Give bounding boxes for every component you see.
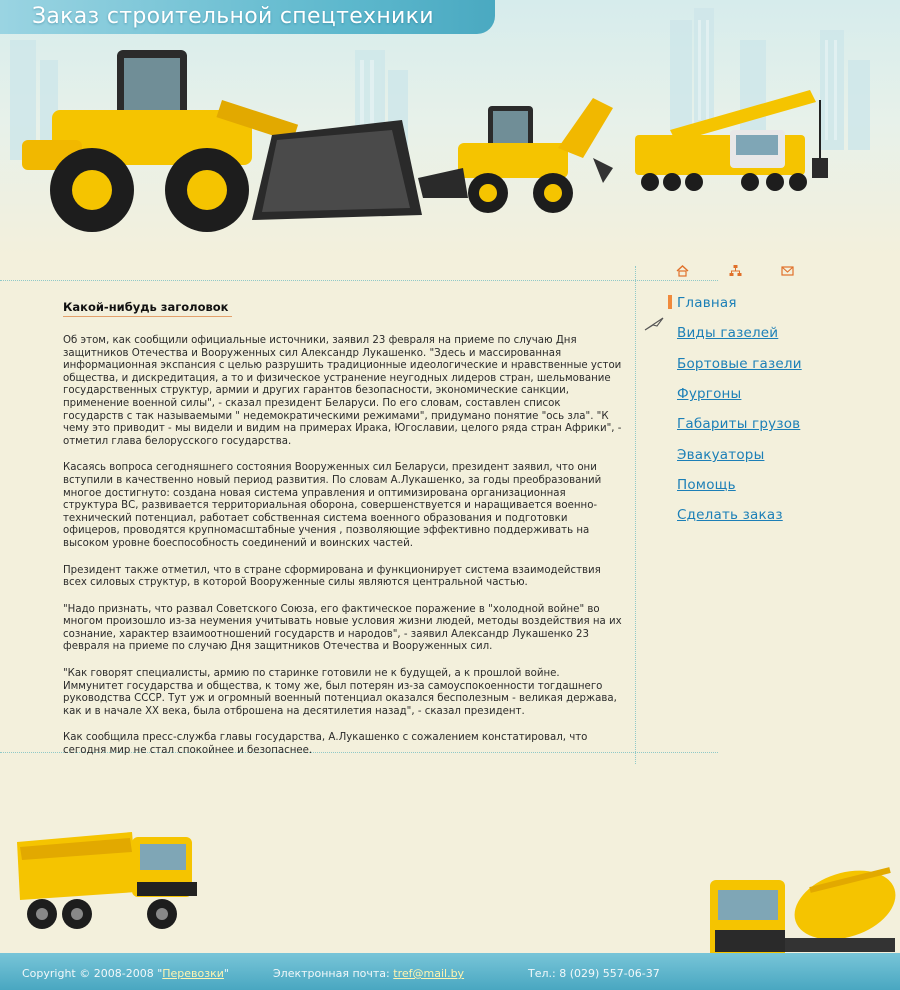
content-paragraph: "Надо признать, что развал Советского Союза, его фактическое поражение в "холодной войне" во многом произошло из-за неумения учитывать новые условия жизни людей, методы воздействия на их сознание, характер взаимоотношений государств и народов", - заявил Александр Лукашенко 23 февраля на приеме по случаю Дня защитников Отечества и Вооруженных сил. — [63, 603, 622, 653]
header-banner — [0, 0, 900, 255]
nav-item-home[interactable] — [677, 292, 737, 311]
nav-item-order[interactable] — [677, 504, 783, 523]
nav-item-gazelle-types[interactable] — [677, 322, 778, 341]
nav-link-home[interactable]: Главная — [677, 295, 737, 311]
content-paragraph: "Как говорят специалисты, армию по старинке готовили не к будущей, а к прошлой войне. Иммунитет государства и общества, к тому же, был потерян из-за самоуспокоенности тогдашнего руководства СССР. Тут уж и огромный военный потенциал оказался бесполезным - великая держава, как и в начале XX века, была отброшена на десятилетия назад", - сказал президент. — [63, 668, 617, 717]
email-label: Электронная почта: — [273, 967, 394, 980]
dump-truck-image — [12, 822, 202, 932]
content-paragraph: Касаясь вопроса сегодняшнего состояния Вооруженных сил Беларуси, президент заявил, что они вступили в качественно новый период развития. По словам А.Лукашенко, за годы преобразований многое достигнуто: создана новая система управления и оптимизирована организационная структура ВС, развивается территориальная оборона, совершенствуется и наращивается военно-технический потенциал, работает собственная система военного образования и подготовки офицеров, проводятся крупномасштабные учения , позволяющие эффективно поддерживать на высоком уровне боеспособность соединений и воинских частей. — [63, 462, 602, 549]
main-content — [63, 296, 623, 772]
nav-link-flatbed-gazelles[interactable]: Бортовые газели — [677, 356, 802, 372]
content-paragraph: Об этом, как сообщили официальные источники, заявил 23 февраля на приеме по случаю Дня защитников Отечества и Вооруженных сил Александр Лукашенко. "Здесь и массированная информационная экспансия с целью разрушить традиционные идеологические и нравственные устои общества, и дискредитация, а то и физическое устранение неугодных лидеров стран, шельмование государственных структур, армии и других гарантов безопасности, экономические санкции, применение военной силы", - сказал президент Беларуси. По его словам, составлен список государств с так называемыми " недемократическими режимами", придумано понятие "ось зла". "К чему это приводит - мы видели и видим на примерах Ирака, Югославии, целого ряда стран Африки", - отметил глава белорусского государства. — [63, 335, 622, 447]
arrow-pointer-icon — [643, 316, 665, 332]
nav-item-help[interactable] — [677, 474, 736, 493]
footer — [0, 953, 900, 990]
home-icon[interactable] — [676, 264, 689, 277]
active-indicator — [668, 295, 672, 309]
sitemap-icon[interactable] — [729, 264, 742, 277]
mail-icon[interactable] — [781, 264, 794, 277]
nav-link-vans[interactable]: Фургоны — [677, 386, 742, 402]
column-divider — [635, 266, 636, 764]
top-icon-bar — [676, 264, 816, 278]
nav-item-vans[interactable] — [677, 383, 741, 402]
email-link[interactable]: tref@mail.by — [393, 967, 465, 980]
nav-link-tow-trucks[interactable]: Эвакуаторы — [677, 447, 765, 463]
nav-link-order[interactable]: Сделать заказ — [677, 507, 783, 523]
top-divider — [0, 280, 718, 281]
nav-item-flatbed-gazelles[interactable] — [677, 353, 802, 372]
site-title: Заказ строительной спецтехники — [32, 4, 434, 29]
content-paragraph: Президент также отметил, что в стране сформирована и функционирует система взаимодействия всех силовых структур, в которой Вооруженные силы являются центральной частью. — [63, 564, 601, 589]
copyright-suffix: " — [223, 967, 229, 980]
backhoe-image — [418, 98, 618, 218]
nav-link-help[interactable]: Помощь — [677, 477, 736, 493]
crane-truck-image — [630, 90, 850, 210]
nav-link-cargo-dimensions[interactable]: Габариты грузов — [677, 416, 801, 432]
copyright-link[interactable]: Перевозки — [162, 967, 224, 980]
content-paragraph: Как сообщила пресс-служба главы государства, А.Лукашенко с сожалением констатировал, что сегодня мир не стал спокойнее и безопаснее. — [63, 732, 588, 757]
wheel-loader-image — [22, 40, 432, 240]
nav-item-cargo-dimensions[interactable] — [677, 413, 800, 432]
nav-item-tow-trucks[interactable] — [677, 444, 764, 463]
copyright-text — [22, 967, 229, 980]
phone-text: Тел.: 8 (029) 557-06-37 — [528, 967, 660, 980]
copyright-prefix: Copyright © 2008-2008 " — [22, 967, 163, 980]
email-block — [273, 967, 464, 980]
nav-link-gazelle-types[interactable]: Виды газелей — [677, 325, 779, 341]
content-heading: Какой-нибудь заголовок — [63, 300, 232, 317]
